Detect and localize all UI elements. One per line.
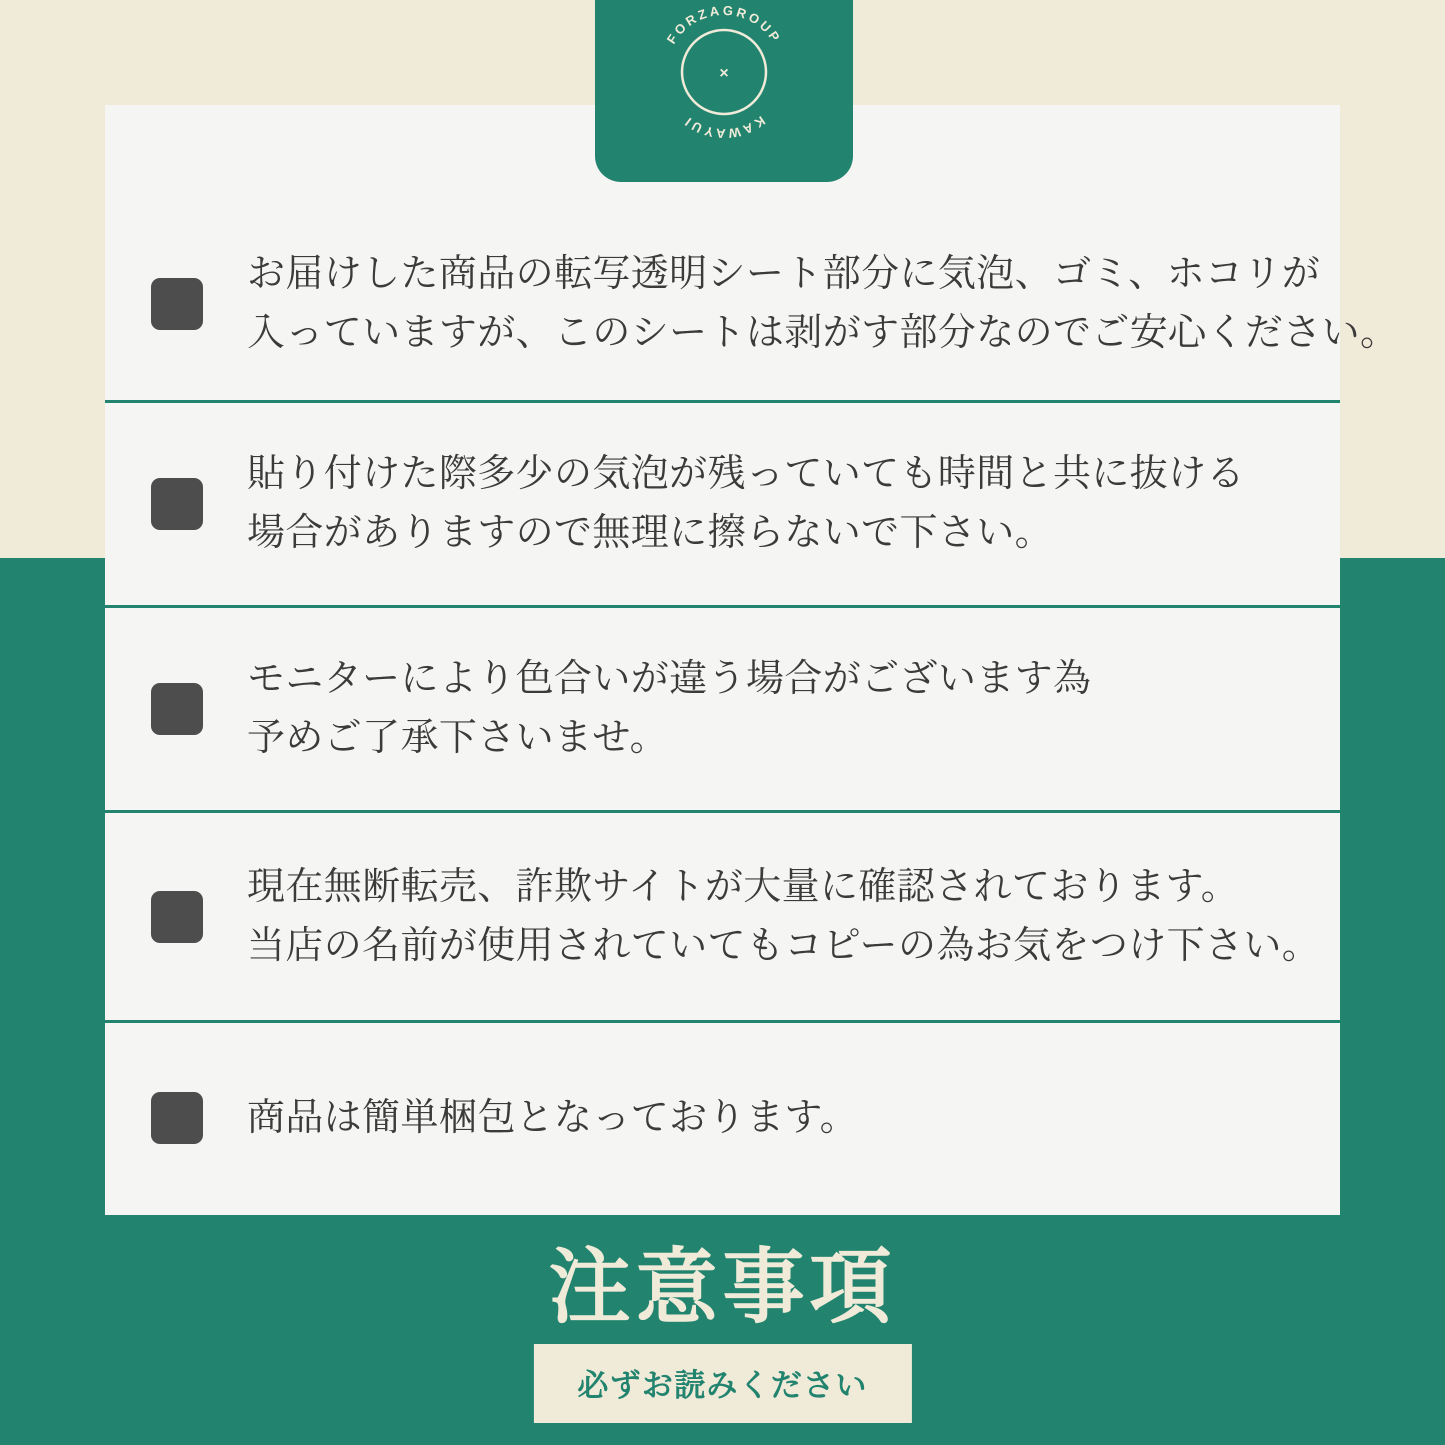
square-bullet-icon <box>151 891 203 943</box>
notice-text <box>247 445 1306 563</box>
list-item <box>105 1023 1340 1213</box>
circular-logo-icon <box>649 0 799 147</box>
notice-line: 貼り付けた際多少の気泡が残っていても時間と共に抜ける <box>247 453 1245 496</box>
square-bullet-icon <box>151 1092 203 1144</box>
notice-text <box>247 245 1398 363</box>
square-bullet-icon <box>151 278 203 330</box>
notice-card <box>105 105 1399 1215</box>
brand-logo-badge <box>595 0 853 182</box>
notice-text <box>247 650 1306 768</box>
notice-line: モニターにより色合いが違う場合がございます為 <box>247 658 1092 701</box>
list-item <box>105 608 1340 813</box>
notice-line: 当店の名前が使用されていてもコピーの為お気をつけ下さい。 <box>247 924 1321 967</box>
list-item <box>105 403 1340 608</box>
notice-line: 入っていますが、このシートは剥がす部分なのでご安心ください。 <box>247 312 1399 354</box>
notice-line: 現在無断転売、詐欺サイトが大量に確認されております。 <box>247 865 1240 908</box>
notice-list <box>105 105 1399 1215</box>
page-title: 注意事項 <box>548 1242 897 1333</box>
svg-text:FORZAGROUP: FORZAGROUP <box>663 2 785 47</box>
notice-line: 商品は簡単梱包となっております。 <box>247 1096 859 1139</box>
status-badge: 必ずお読みください <box>533 1344 911 1423</box>
notice-text <box>247 858 1320 976</box>
notice-text <box>247 1089 1306 1148</box>
svg-text:×: × <box>719 65 729 82</box>
square-bullet-icon <box>151 683 203 735</box>
notice-line: 場合がありますので無理に擦らないで下さい。 <box>247 512 1053 554</box>
notice-line: お届けした商品の転写透明シート部分に気泡、ゴミ、ホコリが <box>247 253 1321 296</box>
notice-line: 予めご了承下さいませ。 <box>247 717 669 759</box>
list-item <box>105 813 1340 1023</box>
list-item <box>105 208 1399 403</box>
svg-text:KAWAYUI: KAWAYUI <box>679 113 768 142</box>
square-bullet-icon <box>151 478 203 530</box>
